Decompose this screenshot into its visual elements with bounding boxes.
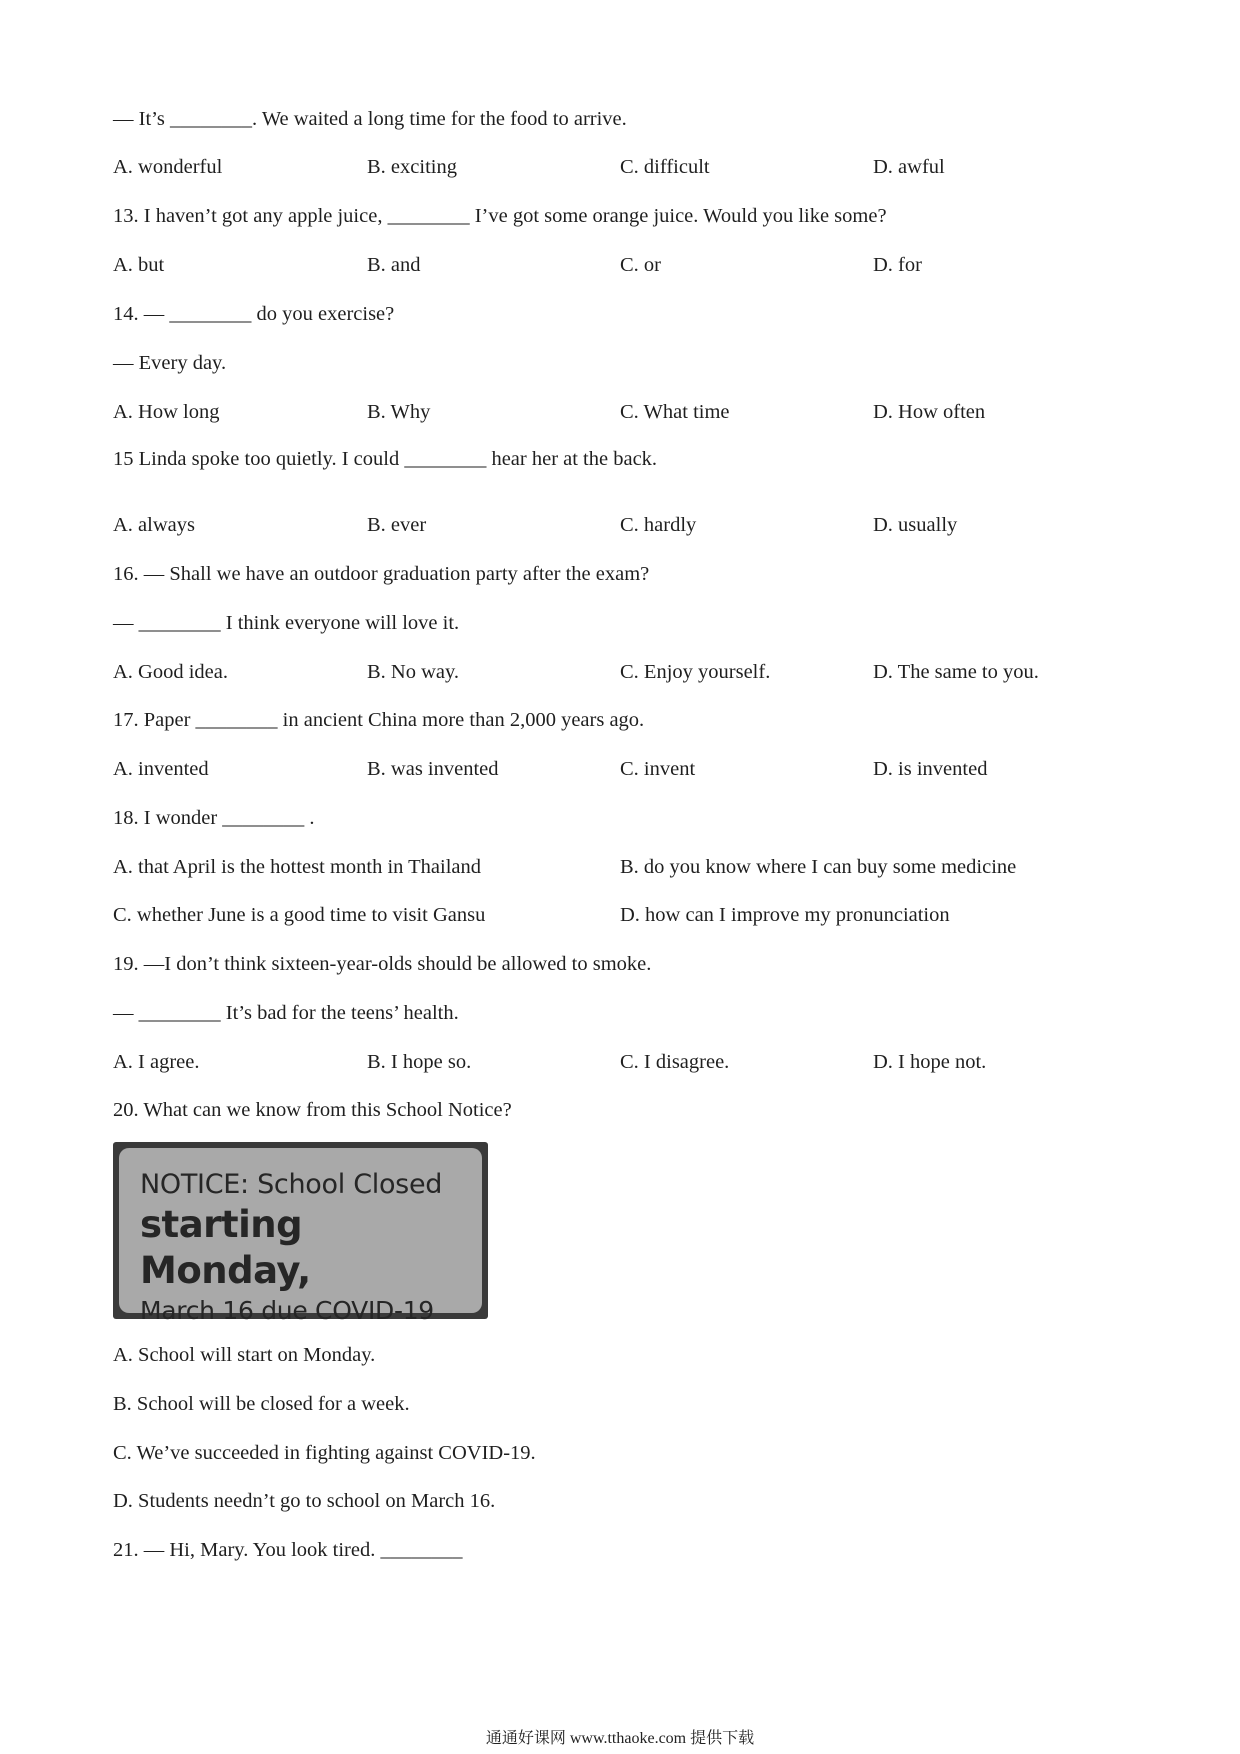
q14-option-c: C. What time	[620, 401, 730, 423]
q20-option-d: D. Students needn’t go to school on March 16.	[113, 1490, 496, 1512]
q13-option-c: C. or	[620, 254, 661, 276]
q19-option-a: A. I agree.	[113, 1051, 200, 1073]
q16-stem: 16. — Shall we have an outdoor graduation party after the exam?	[113, 563, 650, 585]
q19-option-c: C. I disagree.	[620, 1051, 730, 1073]
q12-answer-line: — It’s ________. We waited a long time for the food to arrive.	[113, 108, 627, 130]
q18-option-c: C. whether June is a good time to visit Gansu	[113, 904, 486, 926]
q14-stem: 14. — ________ do you exercise?	[113, 303, 395, 325]
q13-option-a: A. but	[113, 254, 165, 276]
page-footer: 通通好课网 www.tthaoke.com 提供下载	[485, 1730, 755, 1747]
q17-option-d: D. is invented	[873, 758, 988, 780]
school-notice-image	[113, 1142, 488, 1325]
q21-stem: 21. — Hi, Mary. You look tired. ________	[113, 1539, 463, 1561]
q16-option-c: C. Enjoy yourself.	[620, 661, 771, 683]
q15-option-b: B. ever	[367, 514, 427, 536]
notice-line-2: starting Monday,	[140, 1203, 311, 1292]
q18-option-b: B. do you know where I can buy some medicine	[620, 856, 1017, 878]
q15-stem: 15 Linda spoke too quietly. I could ________ hear her at the back.	[113, 448, 658, 470]
q15-option-c: C. hardly	[620, 514, 697, 536]
q16-option-d: D. The same to you.	[873, 661, 1039, 683]
q16-option-b: B. No way.	[367, 661, 460, 683]
q15-option-d: D. usually	[873, 514, 958, 536]
q16-reply: — ________ I think everyone will love it.	[113, 612, 460, 634]
q12-option-d: D. awful	[873, 156, 945, 178]
q20-option-c: C. We’ve succeeded in fighting against COVID-19.	[113, 1442, 536, 1464]
q18-option-a: A. that April is the hottest month in Thailand	[113, 856, 482, 878]
q14-option-b: B. Why	[367, 401, 431, 423]
q12-option-b: B. exciting	[367, 156, 457, 178]
q20-option-a: A. School will start on Monday.	[113, 1344, 376, 1366]
q20-option-b: B. School will be closed for a week.	[113, 1393, 410, 1415]
notice-line-3: March 16 due COVID-19	[140, 1296, 434, 1325]
q19-reply: — ________ It’s bad for the teens’ health.	[113, 1002, 459, 1024]
q14-option-a: A. How long	[113, 401, 220, 423]
q12-option-c: C. difficult	[620, 156, 710, 178]
q18-option-d: D. how can I improve my pronunciation	[620, 904, 950, 926]
q19-stem: 19. —I don’t think sixteen-year-olds should be allowed to smoke.	[113, 953, 652, 975]
q19-option-b: B. I hope so.	[367, 1051, 472, 1073]
q17-option-b: B. was invented	[367, 758, 499, 780]
q16-option-a: A. Good idea.	[113, 661, 229, 683]
notice-line-1: NOTICE: School Closed	[140, 1169, 443, 1200]
q13-option-b: B. and	[367, 254, 421, 276]
q14-reply: — Every day.	[113, 352, 227, 374]
q14-option-d: D. How often	[873, 401, 986, 423]
q17-stem: 17. Paper ________ in ancient China more than 2,000 years ago.	[113, 709, 645, 731]
q15-option-a: A. always	[113, 514, 195, 536]
q17-option-a: A. invented	[113, 758, 209, 780]
q20-stem: 20. What can we know from this School Notice?	[113, 1099, 512, 1121]
school-notice-panel	[119, 1148, 482, 1325]
q19-option-d: D. I hope not.	[873, 1051, 987, 1073]
q13-stem: 13. I haven’t got any apple juice, ________ I’ve got some orange juice. Would you like some?	[113, 205, 887, 227]
q13-option-d: D. for	[873, 254, 922, 276]
q17-option-c: C. invent	[620, 758, 696, 780]
q18-stem: 18. I wonder ________ .	[113, 807, 315, 829]
q12-option-a: A. wonderful	[113, 156, 223, 178]
